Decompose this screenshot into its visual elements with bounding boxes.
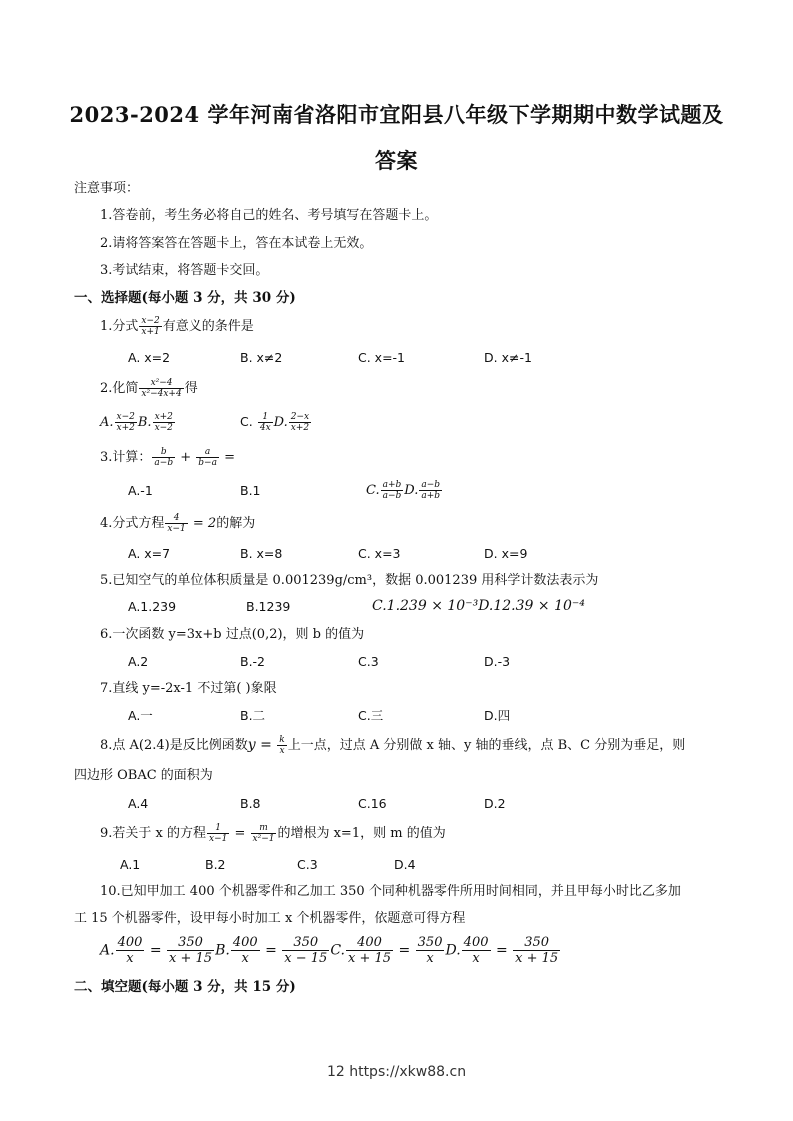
option-d: D. x=9 (484, 546, 528, 561)
function-lhs: y = (247, 737, 277, 753)
fraction (381, 480, 404, 501)
numerator: b (152, 447, 175, 458)
option-c: C.3 (358, 654, 379, 669)
option-d: D.-3 (484, 654, 511, 669)
option-d-label: D. (445, 942, 461, 959)
option-b-label: B. (137, 415, 152, 430)
numerator: 4 (165, 513, 187, 524)
option-b: B. x=8 (240, 546, 283, 561)
fraction (152, 447, 175, 468)
question-3 (100, 447, 235, 468)
option-c-label: C. (330, 942, 345, 959)
denominator: x+1 (141, 327, 160, 337)
numerator: x−2 (141, 316, 160, 326)
fraction (196, 447, 219, 468)
fraction (251, 823, 277, 844)
question-text: 4.分式方程 (100, 516, 165, 531)
question-2-options-cd (240, 412, 312, 433)
option-c-label: C. (240, 414, 253, 429)
option-d: D. x≠-1 (484, 350, 532, 365)
notice-item: 3.考试结束，将答题卡交回。 (100, 263, 269, 278)
option-b-label: B. (215, 942, 230, 959)
question-text: 得 (184, 381, 198, 396)
section-heading-fill-in: 二、填空题(每小题 3 分，共 15 分) (74, 979, 296, 995)
numerator: 400 (232, 935, 258, 950)
denominator: x−1 (167, 524, 186, 534)
equation-rhs: = 2 (188, 516, 217, 531)
numerator: x²−4 (139, 378, 183, 389)
numerator: 350 (513, 935, 560, 951)
denominator: 4x (259, 423, 271, 433)
option-a-label: A. (100, 415, 114, 430)
question-text: 8.点 A(2.4)是反比例函数 (100, 738, 248, 753)
fraction (165, 513, 187, 534)
fraction (282, 935, 329, 966)
fraction (462, 935, 491, 966)
fraction (207, 823, 229, 844)
option-b: B.1 (240, 483, 261, 498)
option-c: C.16 (358, 796, 387, 811)
fraction (289, 412, 311, 433)
denominator: x−2 (154, 423, 173, 433)
numerator: m (251, 823, 277, 834)
denominator: x (126, 951, 134, 966)
option-a: A.1.239 (128, 599, 177, 614)
denominator: x (426, 951, 434, 966)
option-cd: C.1.239 × 10⁻³D.12.39 × 10⁻⁴ (372, 598, 585, 614)
option-d: D.2 (484, 796, 506, 811)
fraction (277, 735, 286, 756)
option-c: C. x=3 (358, 546, 401, 561)
option-c: C. x=-1 (358, 350, 406, 365)
plus-sign: + (180, 450, 192, 465)
fraction (346, 935, 393, 966)
option-a: A.1 (120, 857, 141, 872)
option-c: C.3 (297, 857, 318, 872)
fraction (416, 935, 445, 966)
fraction (419, 480, 442, 501)
option-a: A.4 (128, 796, 149, 811)
question-4 (100, 513, 255, 534)
option-a: A.-1 (128, 483, 153, 498)
question-2 (100, 378, 198, 399)
question-text: 的解为 (216, 516, 256, 531)
numerator: 400 (463, 935, 489, 950)
fraction (231, 935, 260, 966)
denominator: x (279, 746, 285, 756)
option-b: B.-2 (240, 654, 266, 669)
denominator: x + 15 (347, 951, 392, 966)
numerator: 1 (258, 412, 273, 423)
denominator: x (472, 951, 480, 966)
fraction (139, 378, 183, 399)
denominator: x + 15 (515, 951, 559, 966)
denominator: x²−1 (252, 834, 275, 844)
numerator: 350 (167, 935, 214, 951)
denominator: a−b (382, 491, 402, 501)
option-b: B.2 (205, 857, 226, 872)
option-d-label: D. (273, 415, 288, 430)
question-8-continued: 四边形 OBAC 的面积为 (74, 768, 213, 783)
option-a: A. x=7 (128, 546, 171, 561)
option-d-label: D. (404, 483, 419, 498)
option-c-label: C. (366, 483, 380, 498)
numerator: 400 (117, 935, 143, 950)
denominator: x + 15 (169, 951, 213, 966)
fraction (513, 935, 560, 966)
question-10-continued: 工 15 个机器零件，设甲每小时加工 x 个机器零件，依题意可得方程 (74, 911, 466, 926)
option-d: D.四 (484, 708, 511, 723)
fraction (167, 935, 214, 966)
question-9 (100, 823, 446, 844)
numerator: k (279, 735, 285, 745)
question-10-options: A. $\frac{400}{x}$ = $\frac{350}{x + 15}$ B. $\frac{400}{x}$ = $\frac{350}{x - 15}$ C. $\frac{400}{x + 15}$ = $\frac{350}{x}$ D. $\frac{400}{x}$ = $\frac{350}{x + 15}$ (100, 935, 559, 966)
question-text: 9.若关于 x 的方程 (100, 826, 206, 841)
numerator: a (196, 447, 219, 458)
option-c: C.三 (358, 708, 384, 723)
numerator: 350 (417, 935, 443, 950)
question-text: 的增根为 x=1，则 m 的值为 (277, 826, 446, 841)
question-8 (100, 735, 685, 756)
fraction (153, 412, 175, 433)
denominator: a+b (421, 491, 441, 501)
denominator: b−a (198, 458, 217, 468)
denominator: x−1 (209, 834, 228, 844)
equals-sign: = (224, 450, 235, 465)
question-6: 6.一次函数 y=3x+b 过点(0,2)，则 b 的值为 (100, 627, 365, 642)
document-title: 2023-2024 学年河南省洛阳市宜阳县八年级下学期期中数学试题及答案 (69, 102, 724, 173)
fraction (258, 412, 273, 433)
numerator: 400 (346, 935, 393, 951)
option-b: B.二 (240, 708, 266, 723)
option-b: B. x≠2 (240, 350, 283, 365)
numerator: x+2 (154, 412, 173, 422)
question-text: 1.分式 (100, 319, 139, 334)
numerator: 1 (207, 823, 229, 834)
fraction (139, 316, 161, 337)
denominator: x+2 (290, 423, 310, 433)
question-5: 5.已知空气的单位体积质量是 0.001239g/cm³，数据 0.001239 用科学计数法表示为 (100, 573, 599, 588)
option-d: D.4 (394, 857, 416, 872)
option-b: B.8 (240, 796, 261, 811)
option-b: B.1239 (246, 599, 291, 614)
denominator: a−b (154, 458, 174, 468)
denominator: x − 15 (284, 951, 328, 966)
section-heading-choice: 一、选择题(每小题 3 分，共 30 分) (74, 290, 296, 306)
denominator: x (241, 951, 249, 966)
numerator: a−b (421, 480, 441, 490)
notice-heading: 注意事项： (74, 181, 140, 196)
question-text: 2.化简 (100, 381, 139, 396)
option-a: A.2 (128, 654, 149, 669)
numerator: x−2 (116, 412, 135, 422)
fraction (116, 935, 145, 966)
question-7: 7.直线 y=-2x-1 不过第( )象限 (100, 681, 277, 696)
question-10: 10.已知甲加工 400 个机器零件和乙加工 350 个同种机器零件所用时间相同，并且甲每小时比乙多加 (100, 884, 681, 899)
numerator: 350 (282, 935, 329, 951)
fraction (115, 412, 137, 433)
equals-sign: = (230, 826, 250, 841)
question-3-options-cd (366, 480, 443, 501)
notice-item: 2.请将答案答在答题卡上，答在本试卷上无效。 (100, 236, 373, 251)
option-a: A.一 (128, 708, 153, 723)
question-text: 3.计算： (100, 450, 152, 465)
question-1 (100, 316, 254, 337)
question-text: 有意义的条件是 (162, 319, 254, 334)
option-a-label: A. (100, 942, 115, 959)
numerator: a+b (382, 480, 402, 490)
question-text: 上一点，过点 A 分别做 x 轴、y 轴的垂线，点 B、C 分别为垂足，则 (287, 738, 686, 753)
numerator: 2−x (290, 412, 310, 422)
option-a: A. x=2 (128, 350, 171, 365)
question-2-options-ab (100, 412, 176, 433)
notice-item: 1.答卷前，考生务必将自己的姓名、考号填写在答题卡上。 (100, 208, 438, 223)
denominator: x²−4x+4 (141, 389, 182, 399)
denominator: x+2 (116, 423, 135, 433)
page-footer: 12 https://xkw88.cn (326, 1064, 467, 1080)
